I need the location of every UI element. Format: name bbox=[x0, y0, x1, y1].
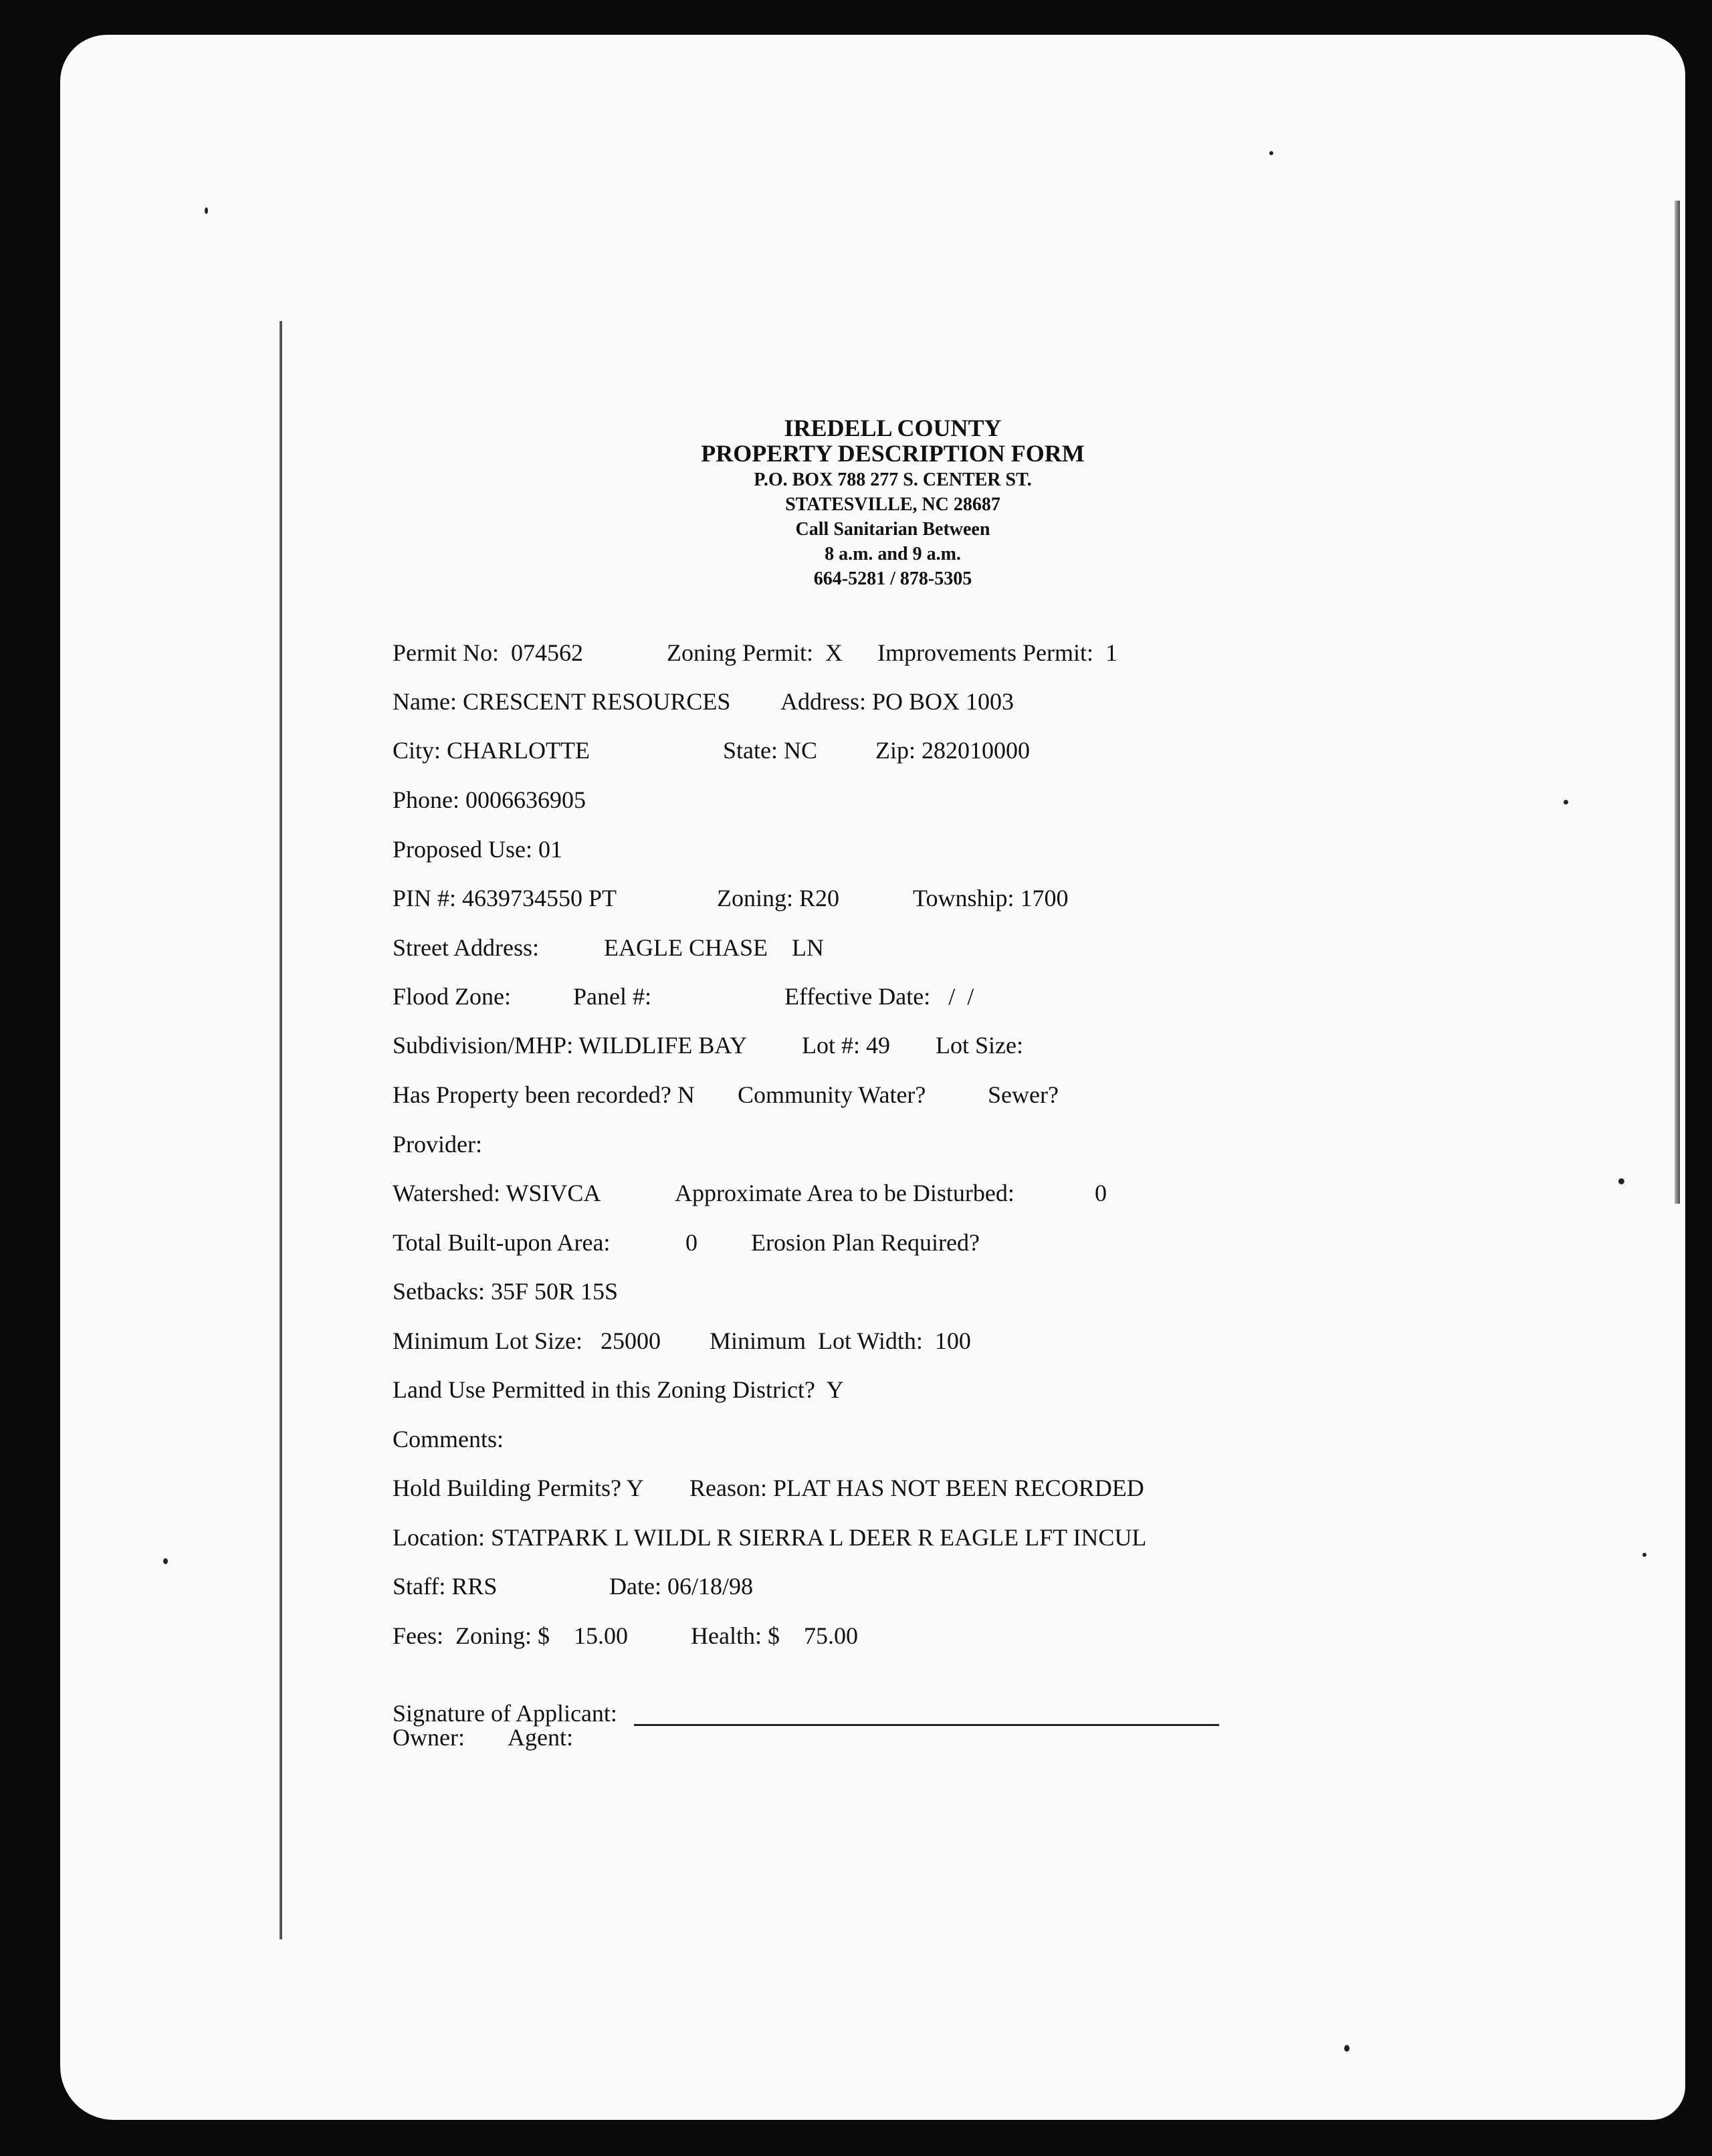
street-address-value: EAGLE CHASE LN bbox=[604, 934, 824, 961]
signature-label: Signature of Applicant: bbox=[393, 1700, 617, 1727]
hold-reason: Reason: PLAT HAS NOT BEEN RECORDED bbox=[689, 1475, 1144, 1501]
call-hours: 8 a.m. and 9 a.m. bbox=[825, 544, 961, 564]
setbacks: Setbacks: 35F 50R 15S bbox=[393, 1278, 619, 1305]
lot-number: Lot #: 49 bbox=[802, 1032, 890, 1059]
form-date: Date: 06/18/98 bbox=[609, 1573, 753, 1600]
lot-size: Lot Size: bbox=[936, 1032, 1023, 1059]
right-paper-edge bbox=[1675, 201, 1680, 1204]
phone-numbers: 664-5281 / 878-5305 bbox=[813, 568, 972, 589]
comments: Comments: bbox=[393, 1426, 504, 1452]
provider: Provider: bbox=[393, 1131, 482, 1158]
street-address-label: Street Address: bbox=[393, 934, 539, 961]
sewer: Sewer? bbox=[988, 1081, 1059, 1108]
scan-speck bbox=[1564, 800, 1568, 804]
call-instruction: Call Sanitarian Between bbox=[795, 519, 990, 540]
township: Township: 1700 bbox=[913, 885, 1069, 911]
pin-number: PIN #: 4639734550 PT bbox=[393, 885, 617, 911]
mailing-address: P.O. BOX 788 277 S. CENTER ST. bbox=[754, 469, 1032, 490]
scan-speck bbox=[1642, 1553, 1646, 1557]
zoning: Zoning: R20 bbox=[717, 885, 840, 911]
built-upon-value: 0 bbox=[685, 1229, 698, 1256]
scan-speck bbox=[205, 207, 208, 214]
scan-speck bbox=[1618, 1178, 1624, 1184]
applicant-name: Name: CRESCENT RESOURCES bbox=[393, 688, 731, 715]
area-disturbed-value: 0 bbox=[1095, 1180, 1107, 1206]
min-lot-size: Minimum Lot Size: 25000 bbox=[393, 1327, 661, 1354]
subdivision: Subdivision/MHP: WILDLIFE BAY bbox=[393, 1032, 748, 1059]
city-state-zip: STATESVILLE, NC 28687 bbox=[785, 494, 1000, 515]
scan-speck bbox=[1344, 2045, 1350, 2052]
owner: Owner: bbox=[393, 1724, 465, 1751]
area-disturbed-label: Approximate Area to be Disturbed: bbox=[675, 1180, 1014, 1206]
paper-sheet bbox=[60, 35, 1685, 2120]
fees-zoning: Fees: Zoning: $ 15.00 bbox=[393, 1622, 628, 1649]
community-water: Community Water? bbox=[738, 1081, 926, 1108]
signature-line bbox=[634, 1724, 1219, 1726]
watershed: Watershed: WSIVCA bbox=[393, 1180, 601, 1206]
form-title: PROPERTY DESCRIPTION FORM bbox=[701, 440, 1085, 467]
scan-speck bbox=[1269, 151, 1273, 155]
zip: Zip: 282010000 bbox=[875, 737, 1030, 764]
permit-no: Permit No: 074562 bbox=[393, 639, 583, 666]
fees-health: Health: $ 75.00 bbox=[691, 1622, 858, 1649]
flood-zone: Flood Zone: bbox=[393, 983, 511, 1010]
staff: Staff: RRS bbox=[393, 1573, 498, 1600]
effective-date: Effective Date: / / bbox=[784, 983, 974, 1010]
land-use-permitted: Land Use Permitted in this Zoning District? Y bbox=[393, 1376, 844, 1403]
phone: Phone: 0006636905 bbox=[393, 786, 586, 813]
zoning-permit: Zoning Permit: X bbox=[667, 639, 843, 666]
left-margin-rule bbox=[280, 321, 282, 1939]
state: State: NC bbox=[723, 737, 817, 764]
improvements-permit: Improvements Permit: 1 bbox=[877, 639, 1117, 666]
applicant-address: Address: PO BOX 1003 bbox=[780, 688, 1014, 715]
county-title: IREDELL COUNTY bbox=[784, 415, 1002, 441]
form-header bbox=[602, 416, 1184, 595]
erosion-plan: Erosion Plan Required? bbox=[751, 1229, 980, 1256]
scan-speck bbox=[163, 1558, 168, 1564]
hold-building-permits: Hold Building Permits? Y bbox=[393, 1475, 644, 1501]
city: City: CHARLOTTE bbox=[393, 737, 590, 764]
agent: Agent: bbox=[508, 1724, 573, 1751]
proposed-use: Proposed Use: 01 bbox=[393, 836, 562, 863]
built-upon-label: Total Built-upon Area: bbox=[393, 1229, 611, 1256]
property-recorded: Has Property been recorded? N bbox=[393, 1081, 695, 1108]
location-directions: Location: STATPARK L WILDL R SIERRA L DEER R EAGLE LFT INCUL bbox=[393, 1524, 1147, 1551]
panel-number: Panel #: bbox=[573, 983, 651, 1010]
min-lot-width: Minimum Lot Width: 100 bbox=[710, 1327, 971, 1354]
